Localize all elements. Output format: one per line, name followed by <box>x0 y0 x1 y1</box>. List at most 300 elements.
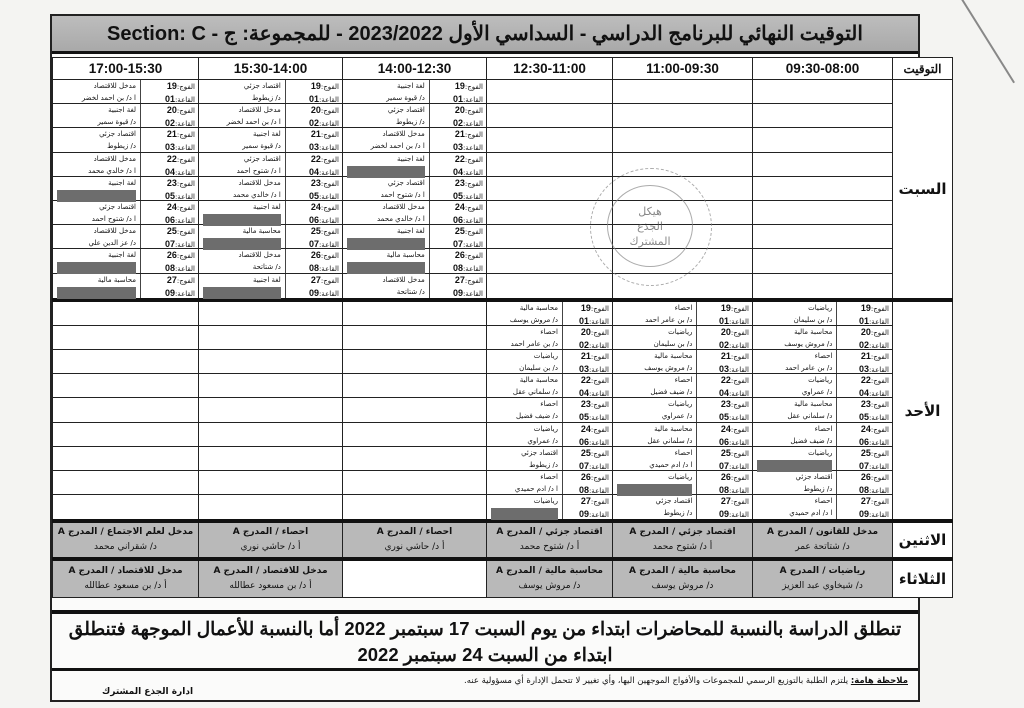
redacted-teacher <box>203 238 281 250</box>
empty-row <box>613 225 752 249</box>
room-number: 02 <box>858 339 869 350</box>
teacher-name: ا د/ شتوح احمد <box>380 190 425 199</box>
course-info <box>753 495 836 519</box>
time-slot-header: 09:30-08:00 <box>753 58 893 80</box>
lecture-course: احصاء / المدرج A <box>376 527 453 538</box>
group-label: الفوج: <box>320 107 339 116</box>
group-number: 22 <box>580 375 591 386</box>
group-number: 21 <box>166 129 177 140</box>
room-label: القاعة: <box>174 216 195 225</box>
course-name: رياضيات <box>668 473 693 481</box>
group-ids <box>429 177 486 200</box>
course-name: احصاء <box>814 424 833 433</box>
room-number: 06 <box>858 436 869 447</box>
schedule-sheet <box>50 14 947 702</box>
empty-slot <box>487 80 613 300</box>
group-number: 21 <box>454 129 465 140</box>
room-label: القاعة: <box>462 216 483 225</box>
group-entry <box>343 177 486 201</box>
group-label: الفوج: <box>730 328 749 337</box>
lecture-session <box>613 559 753 597</box>
time-slot-header: 11:00-09:30 <box>613 58 753 80</box>
group-ids <box>562 374 612 397</box>
room-number: 05 <box>452 190 463 201</box>
course-name: رياضيات <box>668 400 693 409</box>
group-number: 25 <box>166 226 177 237</box>
group-ids <box>285 104 342 127</box>
course-info <box>613 398 696 421</box>
group-label: الفوج: <box>464 276 483 285</box>
teacher-name: د/ سلماني عقل <box>787 412 833 421</box>
group-number: 23 <box>166 177 177 188</box>
group-ids <box>836 350 892 373</box>
room-label: القاعة: <box>588 511 609 520</box>
group-label: الفوج: <box>590 425 609 434</box>
room-number: 06 <box>452 214 463 225</box>
course-info <box>487 326 562 349</box>
course-name: مدخل للاقتصاد <box>238 106 281 115</box>
empty-row <box>53 447 198 471</box>
room-label: القاعة: <box>728 341 749 350</box>
teacher-name: ا د/ بن احمد لخضر <box>370 142 425 151</box>
course-name: محاسبة مالية <box>519 303 558 312</box>
group-ids <box>140 249 198 272</box>
saturday-row <box>53 80 953 300</box>
teacher-name: د/ زيطوط <box>107 142 136 151</box>
group-number: 20 <box>310 105 321 116</box>
course-info <box>343 153 429 176</box>
course-info <box>199 249 285 272</box>
lecture-session <box>199 559 343 597</box>
redacted-teacher <box>57 287 136 299</box>
day-label-sunday: الأحد <box>893 300 953 522</box>
course-info <box>53 249 140 272</box>
room-number: 04 <box>718 388 729 399</box>
title-bar <box>52 16 918 54</box>
group-label: الفوج: <box>176 179 195 188</box>
course-info <box>753 471 836 494</box>
empty-row <box>343 423 486 447</box>
group-ids <box>285 153 342 176</box>
room-label: القاعة: <box>588 390 609 399</box>
course-info <box>613 471 696 494</box>
lecture-teacher: د/ مروش يوسف <box>651 581 714 592</box>
teacher-name: د/ ضيف فضيل <box>650 388 693 397</box>
page-title: التوقيت النهائي للبرنامج الدراسي - السداسي الأول 2023/2022 - للمجموعة: ج - Section: C <box>107 23 863 45</box>
room-label: القاعة: <box>318 96 339 104</box>
group-entry <box>487 495 612 519</box>
room-number: 04 <box>858 388 869 399</box>
empty-row <box>53 374 198 398</box>
room-number: 07 <box>164 239 175 250</box>
teacher-name: د/ زيطوط <box>803 485 833 493</box>
group-entry <box>199 128 342 152</box>
group-ids <box>562 447 612 470</box>
slot-cell <box>487 300 613 522</box>
room-label: القاعة: <box>318 289 339 298</box>
group-label: الفوج: <box>176 228 195 237</box>
group-entry <box>753 423 892 447</box>
course-name: لغة اجنبية <box>396 82 425 90</box>
group-label: الفوج: <box>870 449 889 458</box>
room-label: القاعة: <box>868 438 889 447</box>
group-number: 24 <box>310 201 321 212</box>
group-ids <box>429 80 486 103</box>
room-label: القاعة: <box>868 462 889 471</box>
empty-row <box>343 350 486 374</box>
group-label: الفوج: <box>870 377 889 386</box>
group-ids <box>140 177 198 200</box>
group-number: 26 <box>720 472 731 482</box>
day-label-tuesday: الثلاثاء <box>893 559 953 597</box>
empty-row <box>199 495 342 519</box>
group-entry <box>487 423 612 447</box>
group-label: الفوج: <box>176 107 195 116</box>
empty-row <box>53 423 198 447</box>
group-ids <box>285 177 342 200</box>
sunday-row <box>53 300 953 522</box>
room-number: 09 <box>858 509 869 520</box>
group-ids <box>429 274 486 298</box>
teacher-name: د/ شتاتحة <box>252 263 281 272</box>
room-number: 08 <box>164 263 175 274</box>
course-name: محاسبة مالية <box>97 275 136 284</box>
group-entry <box>199 274 342 298</box>
group-entry <box>613 471 752 495</box>
course-info <box>199 104 285 127</box>
course-name: احصاء <box>674 448 693 457</box>
room-label: القاعة: <box>728 414 749 423</box>
teacher-name: د/ بن عامر احمد <box>510 339 558 348</box>
room-number: 08 <box>718 485 729 495</box>
empty-row <box>199 423 342 447</box>
notice-line: ابتداء من السبت 24 سبتمبر 2022 <box>357 644 613 665</box>
group-number: 27 <box>166 274 177 285</box>
course-info <box>53 80 140 103</box>
group-number: 19 <box>860 302 871 313</box>
room-number: 09 <box>164 287 175 298</box>
course-name: لغة اجنبية <box>252 202 281 211</box>
course-name: احصاء <box>814 352 833 361</box>
empty-row <box>613 104 752 128</box>
course-info <box>53 177 140 200</box>
group-entry <box>487 350 612 374</box>
notice-line: تنطلق الدراسة بالنسبة للمحاضرات ابتداء من يوم السبت 17 سبتمبر 2022 أما بالنسبة للأعمال الموجهة فتنطلق <box>68 618 902 639</box>
group-number: 19 <box>310 81 321 91</box>
room-number: 02 <box>308 118 319 129</box>
course-name: اقتصاد جزئي <box>99 130 136 139</box>
empty-row <box>53 471 198 495</box>
group-label: الفوج: <box>176 203 195 212</box>
empty-row <box>753 177 892 201</box>
footnote-label: ملاحظة هامة: <box>850 676 908 686</box>
group-number: 20 <box>860 326 871 337</box>
empty-row <box>343 471 486 495</box>
group-entry <box>487 447 612 471</box>
group-entry <box>613 350 752 374</box>
lecture-session <box>53 521 199 559</box>
group-entry <box>613 447 752 471</box>
group-entry <box>53 225 198 249</box>
lecture-teacher: أ د/ حاشي نوري <box>240 542 301 553</box>
lecture-teacher: د/ شقراني محمد <box>94 542 157 553</box>
group-label: الفوج: <box>730 377 749 386</box>
room-label: القاعة: <box>462 192 483 201</box>
group-ids <box>696 495 752 519</box>
group-entry <box>199 249 342 273</box>
group-number: 25 <box>720 447 731 458</box>
group-label: الفوج: <box>730 498 749 507</box>
teacher-name: د/ زيطوط <box>251 94 281 102</box>
empty-row <box>487 153 612 177</box>
time-slot-header: 14:00-12:30 <box>343 58 487 80</box>
group-ids <box>429 201 486 224</box>
start-date-notice <box>52 610 918 666</box>
room-label: القاعة: <box>174 192 195 201</box>
group-number: 24 <box>580 423 591 434</box>
empty-row <box>613 153 752 177</box>
group-entry <box>753 398 892 422</box>
course-name: احصاء <box>540 327 558 336</box>
course-name: لغة اجنبية <box>108 251 136 260</box>
group-entry <box>753 471 892 495</box>
empty-row <box>343 398 486 422</box>
lecture-session <box>613 521 753 559</box>
empty-row <box>343 302 486 326</box>
room-label: القاعة: <box>588 414 609 423</box>
course-info <box>753 350 836 373</box>
group-label: الفوج: <box>464 179 483 188</box>
group-number: 26 <box>454 250 465 261</box>
room-label: القاعة: <box>174 168 195 177</box>
group-label: الفوج: <box>320 252 339 261</box>
room-number: 08 <box>578 485 589 495</box>
group-label: الفوج: <box>870 474 889 482</box>
course-info <box>343 249 429 272</box>
teacher-name: د/ ضيف فضيل <box>515 412 558 421</box>
group-number: 22 <box>454 153 465 164</box>
course-info <box>487 447 562 470</box>
lecture-teacher: أ د/ بن مسعود عطالله <box>84 581 167 592</box>
teacher-name: د/ بن سليمان <box>653 339 693 348</box>
group-label: الفوج: <box>870 304 889 313</box>
day-label-saturday: السبت <box>893 80 953 300</box>
lecture-teacher: د/ شتاتحة عمر <box>795 542 850 553</box>
timetable <box>52 57 953 598</box>
lecture-course: احصاء / المدرج A <box>232 527 309 538</box>
group-entry <box>199 80 342 104</box>
course-info <box>343 128 429 151</box>
lecture-course: مدخل للاقتصاد / المدرج A <box>68 566 183 577</box>
room-number: 04 <box>164 166 175 177</box>
course-name: مدخل للاقتصاد <box>93 154 136 163</box>
group-ids <box>429 249 486 272</box>
teacher-name: د/ بن عامر احمد <box>645 315 693 324</box>
course-name: رياضيات <box>533 497 558 506</box>
course-name: احصاء <box>674 376 693 385</box>
lecture-teacher: أ د/ شتوح محمد <box>519 542 580 553</box>
empty-slot <box>613 80 753 300</box>
lecture-course: اقتصاد جزئي / المدرج A <box>496 527 603 538</box>
room-number: 04 <box>308 166 319 177</box>
empty-row <box>53 350 198 374</box>
empty-row <box>613 201 752 225</box>
course-info <box>53 274 140 298</box>
course-info <box>753 326 836 349</box>
teacher-name: د/ عمراوي <box>527 436 558 445</box>
group-label: الفوج: <box>320 203 339 212</box>
course-info <box>613 302 696 325</box>
time-header-row <box>53 58 953 80</box>
group-label: الفوج: <box>176 276 195 285</box>
room-label: القاعة: <box>868 414 889 423</box>
empty-session <box>343 559 487 597</box>
room-label: القاعة: <box>868 390 889 399</box>
teacher-name: د/ سلماني عقل <box>647 436 693 445</box>
group-number: 26 <box>310 250 321 261</box>
group-label: الفوج: <box>590 353 609 362</box>
room-label: القاعة: <box>462 144 483 153</box>
lecture-course: محاسبة مالية / المدرج A <box>495 566 604 577</box>
course-name: اقتصاد جزئي <box>655 497 693 506</box>
lecture-teacher: أ د/ شتوح محمد <box>652 542 713 553</box>
course-info <box>343 104 429 127</box>
group-ids <box>836 374 892 397</box>
group-label: الفوج: <box>464 252 483 261</box>
group-ids <box>836 447 892 470</box>
course-info <box>753 302 836 325</box>
course-name: لغة اجنبية <box>108 178 136 187</box>
lecture-session <box>753 521 893 559</box>
group-label: الفوج: <box>176 83 195 91</box>
room-label: القاعة: <box>462 168 483 177</box>
group-ids <box>429 128 486 151</box>
course-info <box>53 153 140 176</box>
room-number: 08 <box>452 263 463 274</box>
group-entry <box>613 326 752 350</box>
course-name: مدخل للاقتصاد <box>93 82 136 90</box>
room-label: القاعة: <box>868 317 889 326</box>
group-label: الفوج: <box>320 276 339 285</box>
course-name: محاسبة مالية <box>794 327 833 336</box>
course-name: رياضيات <box>808 303 833 312</box>
time-slot-header: 17:00-15:30 <box>53 58 199 80</box>
group-label: الفوج: <box>870 328 889 337</box>
teacher-name: د/ سلماني عقل <box>512 388 558 397</box>
group-label: الفوج: <box>320 179 339 188</box>
group-number: 27 <box>310 274 321 285</box>
empty-row <box>613 177 752 201</box>
group-entry <box>343 225 486 249</box>
room-label: القاعة: <box>588 366 609 375</box>
empty-row <box>753 80 892 104</box>
group-number: 23 <box>860 399 871 410</box>
room-number: 01 <box>308 94 319 104</box>
course-info <box>613 423 696 446</box>
course-name: احصاء <box>674 303 693 312</box>
teacher-name: د/ ضيف فضيل <box>790 436 833 445</box>
time-slot-header: 12:30-11:00 <box>487 58 613 80</box>
room-label: القاعة: <box>174 241 195 250</box>
slot-cell <box>343 80 487 300</box>
group-label: الفوج: <box>730 425 749 434</box>
empty-row <box>343 447 486 471</box>
room-number: 06 <box>578 436 589 447</box>
group-entry <box>343 104 486 128</box>
group-entry <box>199 177 342 201</box>
group-number: 22 <box>720 375 731 386</box>
redacted-teacher <box>347 166 425 178</box>
course-name: مدخل للاقتصاد <box>238 251 281 260</box>
course-info <box>487 495 562 519</box>
group-label: الفوج: <box>730 304 749 313</box>
course-info <box>753 423 836 446</box>
teacher-name: د/ قيوة سمير <box>242 142 281 151</box>
group-entry <box>53 201 198 225</box>
course-info <box>487 398 562 421</box>
group-label: الفوج: <box>870 353 889 362</box>
group-number: 26 <box>166 250 177 261</box>
group-ids <box>140 104 198 127</box>
course-name: اقتصاد جزئي <box>795 473 833 481</box>
group-number: 20 <box>580 326 591 337</box>
group-ids <box>140 80 198 103</box>
room-label: القاعة: <box>588 462 609 471</box>
group-entry <box>487 302 612 326</box>
empty-slot <box>199 300 343 522</box>
group-entry <box>343 274 486 298</box>
slot-cell <box>199 80 343 300</box>
room-label: القاعة: <box>462 120 483 129</box>
course-name: لغة اجنبية <box>396 154 425 163</box>
room-number: 01 <box>718 315 729 326</box>
group-number: 27 <box>454 274 465 285</box>
course-name: احصاء <box>814 497 833 506</box>
room-number: 05 <box>578 412 589 423</box>
room-number: 03 <box>578 364 589 375</box>
room-label: القاعة: <box>174 265 195 274</box>
lecture-teacher: أ د/ بن مسعود عطالله <box>229 581 312 592</box>
empty-row <box>487 104 612 128</box>
course-info <box>343 274 429 298</box>
group-ids <box>836 471 892 494</box>
group-number: 27 <box>860 496 871 507</box>
course-name: محاسبة مالية <box>242 227 281 236</box>
group-ids <box>696 374 752 397</box>
room-number: 01 <box>858 315 869 326</box>
room-label: القاعة: <box>728 487 749 495</box>
course-name: احصاء <box>540 473 558 481</box>
group-entry <box>199 201 342 225</box>
room-number: 03 <box>858 364 869 375</box>
group-number: 20 <box>454 105 465 116</box>
group-number: 23 <box>720 399 731 410</box>
time-label: التوقيت <box>893 58 953 80</box>
group-ids <box>429 104 486 127</box>
group-ids <box>562 471 612 494</box>
group-label: الفوج: <box>590 474 609 482</box>
group-ids <box>696 447 752 470</box>
group-label: الفوج: <box>590 449 609 458</box>
course-name: لغة اجنبية <box>252 275 281 284</box>
group-entry <box>487 326 612 350</box>
paper-edge <box>955 0 1015 83</box>
room-number: 07 <box>578 460 589 471</box>
group-ids <box>696 350 752 373</box>
empty-row <box>487 128 612 152</box>
group-label: الفوج: <box>870 425 889 434</box>
group-ids <box>696 302 752 325</box>
